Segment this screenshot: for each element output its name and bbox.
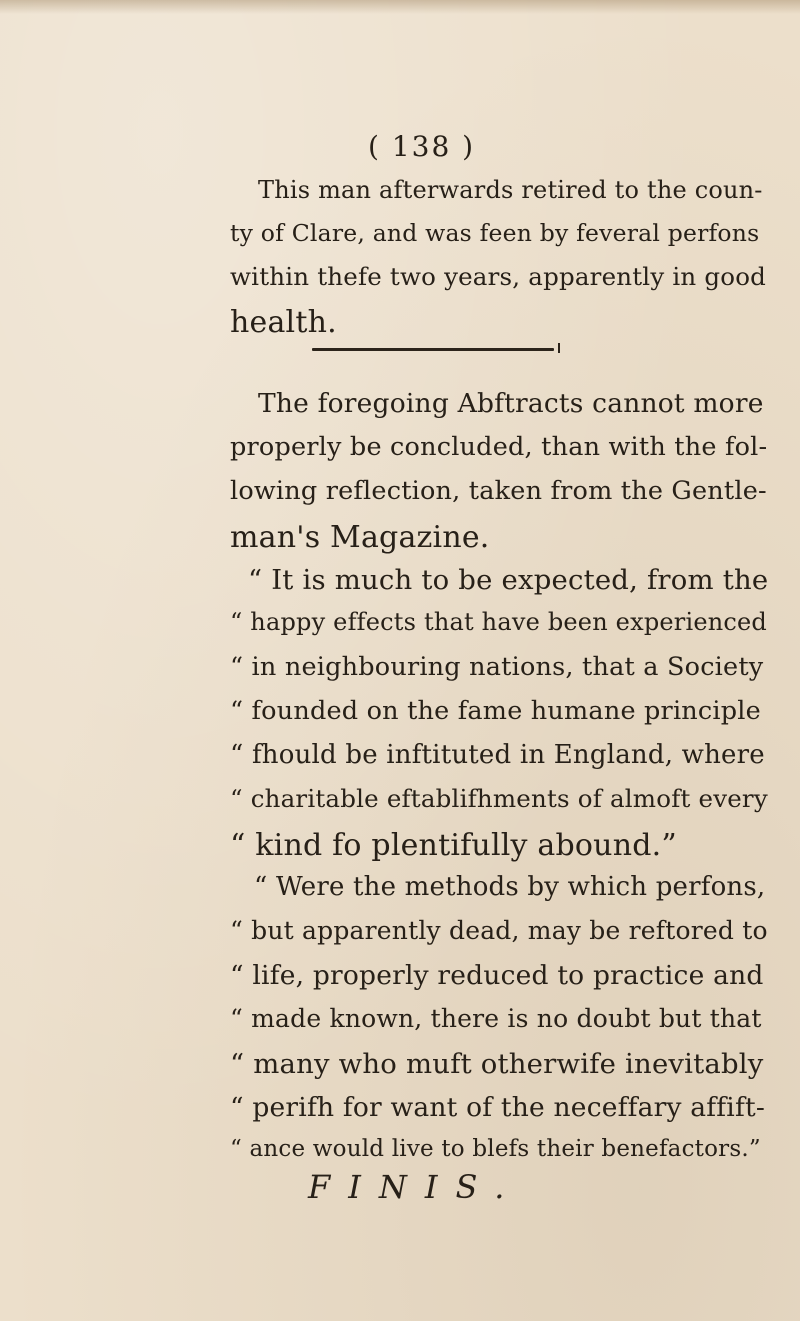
page-number: ( 138 ) [368,130,476,163]
section-divider [312,348,554,351]
text-line: lowing reflection, taken from the Gentle- [230,476,767,506]
quote-line: “ It is much to be expected, from the [248,564,769,596]
quote-line: “ life, properly reduced to practice and [230,960,764,991]
text-line: This man afterwards retired to the coun- [258,176,763,204]
text-line: man's Magazine. [230,520,490,555]
quote-line: “ but apparently dead, may be reftored to [230,916,768,945]
quote-line: “ many who muft otherwife inevitably [230,1048,764,1080]
quote-line: “ kind fo plentifully abound.” [230,828,677,863]
page-top-edge [0,0,800,14]
quote-line: “ charitable eftablifhments of almoft every [230,784,768,813]
quote-line: “ perifh for want of the neceffary affift- [230,1092,765,1123]
text-line: within thefe two years, apparently in good [230,262,767,291]
quote-line: “ founded on the fame humane principle [230,696,761,726]
quote-line: “ Were the methods by which perfons, [254,872,766,902]
quote-line: “ fhould be inftituted in England, where [230,740,765,770]
quote-line: “ ance would live to blefs their benefactors.” [230,1136,761,1162]
quote-line: “ happy effects that have been experienced [230,608,767,636]
text-line: ty of Clare, and was feen by feveral perfons [230,219,760,247]
finis-label: FINIS. [308,1168,523,1206]
text-line: health. [230,305,337,340]
quote-line: “ in neighbouring nations, that a Society [230,652,764,682]
quote-line: “ made known, there is no doubt but that [230,1004,762,1033]
text-line: properly be concluded, than with the fol- [230,432,768,462]
text-line: The foregoing Abftracts cannot more [258,388,764,419]
